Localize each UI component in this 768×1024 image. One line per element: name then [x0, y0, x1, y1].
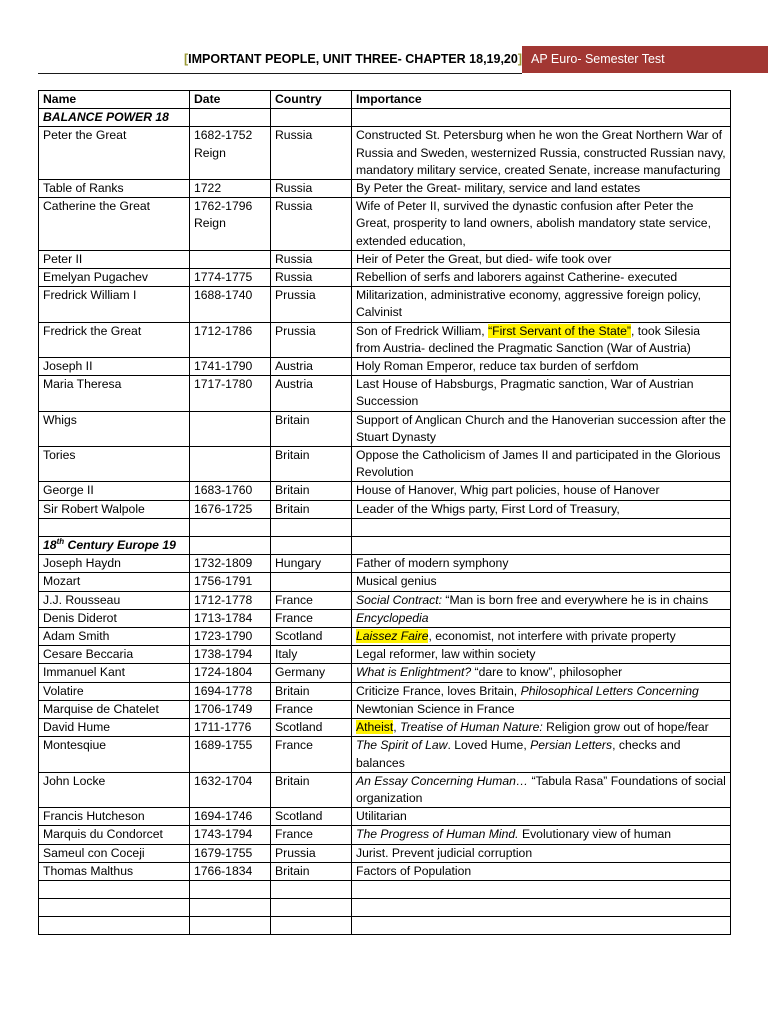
person-country: Russia [271, 269, 352, 287]
importance-text: Leader of the Whigs party, First Lord of Treasury, [356, 501, 620, 516]
column-header-importance: Importance [352, 91, 731, 109]
empty-cell [39, 917, 190, 935]
importance-text: Militarization, administrative economy, aggressive foreign policy, Calvinist [356, 288, 702, 320]
importance-text: Son of Fredrick William, [356, 323, 489, 338]
table-row [39, 198, 731, 251]
person-date [190, 447, 271, 482]
person-country: Russia [271, 180, 352, 198]
table-row [39, 127, 731, 180]
section-title [39, 537, 190, 555]
person-name: Joseph II [39, 358, 190, 376]
person-importance [352, 447, 731, 482]
person-date: 1713-1784 [190, 609, 271, 627]
person-importance [352, 180, 731, 198]
importance-text: Oppose the Catholicism of James II and participated in the Glorious Revolution [356, 448, 721, 480]
person-name: Cesare Beccaria [39, 646, 190, 664]
highlighted-text: Atheist [356, 720, 394, 735]
table-row [39, 808, 731, 826]
table-row [39, 411, 731, 446]
person-name: Peter II [39, 250, 190, 268]
importance-text: Heir of Peter the Great, but died- wife took over [356, 251, 612, 266]
importance-text: “Tabula Rasa” Foundations of social organization [356, 773, 726, 805]
section-header-row [39, 537, 731, 555]
importance-text: Last House of Habsburgs, Pragmatic sanction, War of Austrian Succession [356, 377, 694, 409]
importance-text: The Progress of Human Mind. [356, 827, 519, 842]
person-country: Britain [271, 447, 352, 482]
importance-text: Rebellion of serfs and laborers against Catherine- executed [356, 270, 678, 285]
person-date: 1717-1780 [190, 376, 271, 411]
table-row [39, 500, 731, 518]
person-date: 1756-1791 [190, 573, 271, 591]
person-country: Scotland [271, 719, 352, 737]
person-name: John Locke [39, 772, 190, 807]
person-date: 1711-1776 [190, 719, 271, 737]
person-importance [352, 500, 731, 518]
empty-cell [352, 109, 731, 127]
section-title-superscript: th [56, 537, 65, 546]
empty-cell [352, 518, 731, 536]
person-date: 1762-1796 Reign [190, 198, 271, 251]
person-importance [352, 826, 731, 844]
section-title: BALANCE POWER 18 [39, 109, 190, 127]
person-importance [352, 682, 731, 700]
person-name: Maria Theresa [39, 376, 190, 411]
empty-cell [39, 880, 190, 898]
person-name: Montesqiue [39, 737, 190, 772]
empty-cell [190, 899, 271, 917]
person-country: Russia [271, 250, 352, 268]
importance-text: Criticize France, loves Britain, [356, 683, 521, 698]
table-row [39, 591, 731, 609]
person-date: 1738-1794 [190, 646, 271, 664]
person-date: 1724-1804 [190, 664, 271, 682]
importance-text: Evolutionary view of human [518, 827, 671, 842]
person-name: David Hume [39, 719, 190, 737]
empty-row [39, 518, 731, 536]
person-importance [352, 482, 731, 500]
person-importance [352, 700, 731, 718]
people-table [38, 90, 731, 935]
person-importance [352, 376, 731, 411]
table-row [39, 682, 731, 700]
table-row [39, 772, 731, 807]
table-row [39, 287, 731, 322]
importance-text: Newtonian Science in France [356, 701, 515, 716]
importance-text: . Loved Hume, [447, 738, 531, 753]
table-row [39, 250, 731, 268]
importance-text: Support of Anglican Church and the Hanoverian succession after the Stuart Dynasty [356, 412, 726, 444]
person-date: 1676-1725 [190, 500, 271, 518]
empty-cell [271, 880, 352, 898]
empty-row [39, 880, 731, 898]
person-importance [352, 609, 731, 627]
table-row [39, 719, 731, 737]
person-country: France [271, 591, 352, 609]
person-date: 1682-1752 Reign [190, 127, 271, 180]
importance-text: “dare to know”, philosopher [471, 665, 623, 680]
person-country: France [271, 737, 352, 772]
person-importance [352, 808, 731, 826]
person-country: Prussia [271, 322, 352, 357]
importance-text: An Essay Concerning Human… [356, 773, 529, 788]
title-text: IMPORTANT PEOPLE, UNIT THREE- CHAPTER 18,19,20 [188, 52, 518, 66]
person-country: Russia [271, 198, 352, 251]
empty-cell [190, 537, 271, 555]
table-header-row [39, 91, 731, 109]
person-date: 1689-1755 [190, 737, 271, 772]
person-country [271, 573, 352, 591]
importance-text: , checks and balances [356, 738, 681, 770]
person-country: Italy [271, 646, 352, 664]
person-date: 1766-1834 [190, 862, 271, 880]
person-importance [352, 646, 731, 664]
person-name: J.J. Rousseau [39, 591, 190, 609]
person-importance [352, 287, 731, 322]
person-name: Sameul con Coceji [39, 844, 190, 862]
person-name: Immanuel Kant [39, 664, 190, 682]
table-row [39, 376, 731, 411]
person-date: 1743-1794 [190, 826, 271, 844]
importance-text: , economist, not interfere with private property [428, 629, 676, 644]
table-row [39, 609, 731, 627]
person-name: Table of Ranks [39, 180, 190, 198]
empty-cell [271, 518, 352, 536]
highlighted-text: “First Servant of the State” [488, 323, 631, 338]
table-row [39, 664, 731, 682]
person-country: Britain [271, 482, 352, 500]
person-importance [352, 719, 731, 737]
table-row [39, 844, 731, 862]
empty-row [39, 899, 731, 917]
empty-cell [271, 537, 352, 555]
importance-text: Wife of Peter II, survived the dynastic confusion after Peter the Great, prosperity to land owners, abolish mandatory state service, extended education, [356, 199, 711, 248]
column-header-date: Date [190, 91, 271, 109]
table-row [39, 700, 731, 718]
person-importance [352, 862, 731, 880]
person-importance [352, 322, 731, 357]
person-name: George II [39, 482, 190, 500]
person-country: France [271, 700, 352, 718]
importance-text: Factors of Population [356, 863, 472, 878]
person-country: Scotland [271, 808, 352, 826]
section-title-number: 18 [43, 538, 57, 553]
person-date: 1632-1704 [190, 772, 271, 807]
person-importance [352, 127, 731, 180]
section-header-row [39, 109, 731, 127]
person-date: 1732-1809 [190, 555, 271, 573]
table-row [39, 862, 731, 880]
person-name: Joseph Haydn [39, 555, 190, 573]
importance-text: Legal reformer, law within society [356, 647, 536, 662]
table-row [39, 269, 731, 287]
importance-text: “Man is born free and everywhere he is in chains [442, 592, 709, 607]
course-badge: AP Euro- Semester Test [522, 46, 768, 73]
document-header [38, 46, 731, 73]
importance-text: What is Enlightment? [356, 665, 472, 680]
person-importance [352, 772, 731, 807]
empty-cell [271, 109, 352, 127]
importance-text: The Spirit of Law [356, 738, 448, 753]
person-date: 1688-1740 [190, 287, 271, 322]
importance-text: , took Silesia from Austria- declined the Pragmatic Sanction (War of Austria) [356, 323, 701, 355]
empty-cell [352, 899, 731, 917]
table-body [39, 109, 731, 935]
empty-row [39, 917, 731, 935]
person-name: Tories [39, 447, 190, 482]
person-importance [352, 269, 731, 287]
person-name: Marquise de Chatelet [39, 700, 190, 718]
table-row [39, 358, 731, 376]
importance-text: Jurist. Prevent judicial corruption [356, 845, 533, 860]
person-name: Whigs [39, 411, 190, 446]
person-name: Francis Hutcheson [39, 808, 190, 826]
person-date: 1694-1778 [190, 682, 271, 700]
person-name: Mozart [39, 573, 190, 591]
person-importance [352, 411, 731, 446]
person-date: 1706-1749 [190, 700, 271, 718]
importance-text: Philosophical Letters Concerning [520, 683, 699, 698]
table-row [39, 826, 731, 844]
empty-cell [39, 899, 190, 917]
importance-text: Utilitarian [356, 809, 407, 824]
document-title [38, 46, 522, 74]
empty-cell [352, 880, 731, 898]
person-importance [352, 664, 731, 682]
person-importance [352, 737, 731, 772]
person-importance [352, 591, 731, 609]
importance-text: Encyclopedia [356, 610, 429, 625]
person-date [190, 250, 271, 268]
person-date: 1741-1790 [190, 358, 271, 376]
importance-text: Social Contract: [356, 592, 443, 607]
importance-text: Persian Letters [530, 738, 613, 753]
column-header-name: Name [39, 91, 190, 109]
table-row [39, 180, 731, 198]
empty-cell [271, 917, 352, 935]
person-country: Germany [271, 664, 352, 682]
person-country: Britain [271, 682, 352, 700]
importance-text: Musical genius [356, 574, 437, 589]
title-bracket-open: [ [183, 52, 189, 66]
person-name: Fredrick William I [39, 287, 190, 322]
person-country: Austria [271, 376, 352, 411]
importance-text: Religion grow out of hope/fear [542, 720, 709, 735]
table-row [39, 322, 731, 357]
table-row [39, 555, 731, 573]
person-importance [352, 628, 731, 646]
person-date: 1694-1746 [190, 808, 271, 826]
person-country: Britain [271, 500, 352, 518]
person-name: Catherine the Great [39, 198, 190, 251]
person-country: Scotland [271, 628, 352, 646]
person-date: 1679-1755 [190, 844, 271, 862]
person-importance [352, 198, 731, 251]
person-country: Prussia [271, 844, 352, 862]
person-name: Sir Robert Walpole [39, 500, 190, 518]
person-name: Peter the Great [39, 127, 190, 180]
person-name: Volatire [39, 682, 190, 700]
person-name: Denis Diderot [39, 609, 190, 627]
title-bracket-close: ] [517, 52, 522, 66]
person-date: 1723-1790 [190, 628, 271, 646]
person-country: Hungary [271, 555, 352, 573]
person-country: Britain [271, 411, 352, 446]
empty-cell [352, 537, 731, 555]
importance-text: Treatise of Human Nature: [400, 720, 543, 735]
person-country: Russia [271, 127, 352, 180]
table-row [39, 646, 731, 664]
person-name: Thomas Malthus [39, 862, 190, 880]
person-country: Britain [271, 772, 352, 807]
empty-cell [271, 899, 352, 917]
person-country: Britain [271, 862, 352, 880]
importance-text: House of Hanover, Whig part policies, house of Hanover [356, 483, 660, 498]
person-country: Prussia [271, 287, 352, 322]
importance-text: By Peter the Great- military, service and land estates [356, 181, 641, 196]
person-name: Adam Smith [39, 628, 190, 646]
empty-cell [190, 518, 271, 536]
person-date: 1683-1760 [190, 482, 271, 500]
person-importance [352, 250, 731, 268]
table-row [39, 573, 731, 591]
empty-cell [190, 917, 271, 935]
person-country: Austria [271, 358, 352, 376]
person-date: 1712-1786 [190, 322, 271, 357]
person-importance [352, 844, 731, 862]
empty-cell [352, 917, 731, 935]
table-row [39, 482, 731, 500]
person-importance [352, 358, 731, 376]
empty-cell [190, 109, 271, 127]
empty-cell [190, 880, 271, 898]
empty-cell [39, 518, 190, 536]
person-name: Emelyan Pugachev [39, 269, 190, 287]
table-row [39, 737, 731, 772]
person-date [190, 411, 271, 446]
person-country: France [271, 826, 352, 844]
person-date: 1774-1775 [190, 269, 271, 287]
section-title-rest: Century Europe 19 [64, 538, 176, 553]
person-importance [352, 555, 731, 573]
importance-text: Father of modern symphony [356, 556, 509, 571]
table-row [39, 628, 731, 646]
person-date: 1712-1778 [190, 591, 271, 609]
column-header-country: Country [271, 91, 352, 109]
person-name: Marquis du Condorcet [39, 826, 190, 844]
importance-text: , [393, 720, 401, 735]
person-date: 1722 [190, 180, 271, 198]
person-country: France [271, 609, 352, 627]
importance-text: Holy Roman Emperor, reduce tax burden of serfdom [356, 359, 639, 374]
person-name: Fredrick the Great [39, 322, 190, 357]
importance-text: Constructed St. Petersburg when he won the Great Northern War of Russia and Sweden, westernized Russia, constructed Russian navy, mandatory military service, created Senate, increase manufacturing [356, 128, 726, 177]
highlighted-text: Laissez Faire [356, 629, 429, 644]
person-importance [352, 573, 731, 591]
table-row [39, 447, 731, 482]
